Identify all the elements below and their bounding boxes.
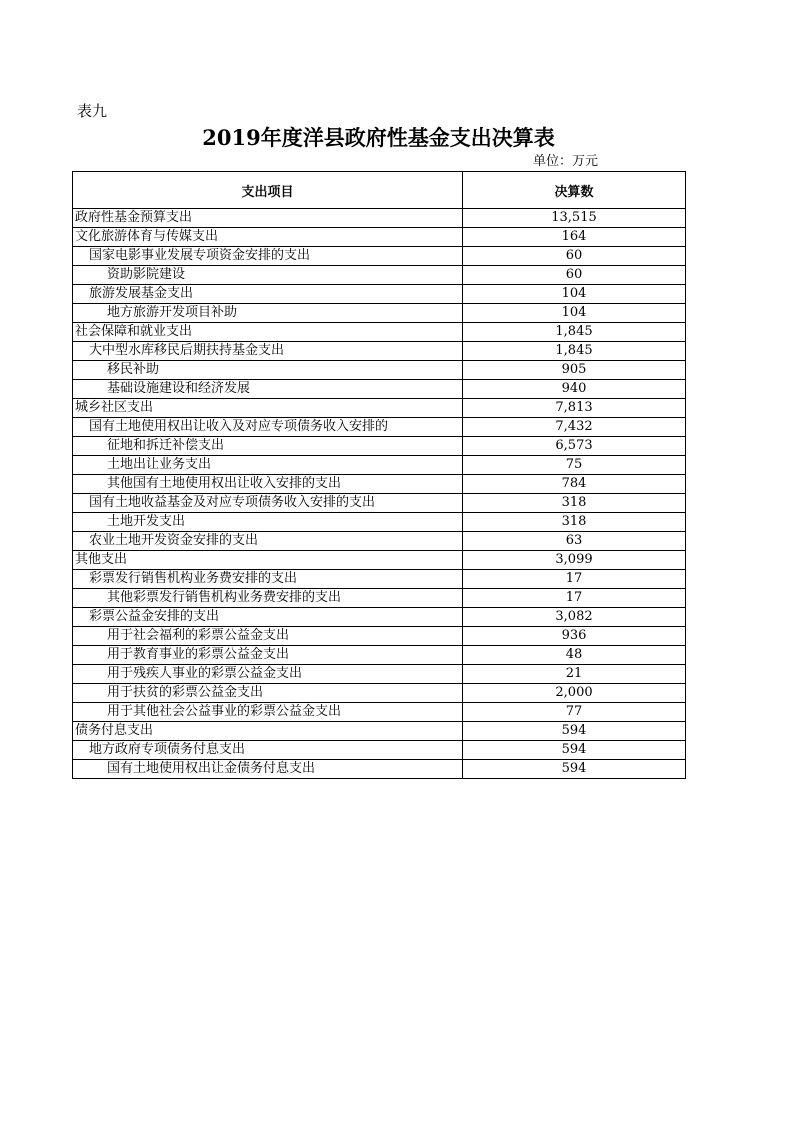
row-item-name: 债务付息支出 xyxy=(73,722,463,741)
table-row xyxy=(73,760,686,779)
table-label: 表九 xyxy=(77,102,108,120)
table-header-row xyxy=(73,172,686,209)
row-amount: 104 xyxy=(463,285,686,304)
row-item-name: 土地出让业务支出 xyxy=(73,456,463,475)
table-row xyxy=(73,722,686,741)
header-amount: 决算数 xyxy=(463,172,686,209)
table-row xyxy=(73,323,686,342)
table-row xyxy=(73,532,686,551)
row-amount: 1,845 xyxy=(463,323,686,342)
row-amount: 2,000 xyxy=(463,684,686,703)
row-item-name: 政府性基金预算支出 xyxy=(73,209,463,228)
row-item-name: 文化旅游体育与传媒支出 xyxy=(73,228,463,247)
row-amount: 594 xyxy=(463,722,686,741)
unit-label: 单位：万元 xyxy=(533,154,599,169)
row-item-name: 用于社会福利的彩票公益金支出 xyxy=(73,627,463,646)
table-row xyxy=(73,646,686,665)
row-amount: 7,813 xyxy=(463,399,686,418)
row-item-name: 其他国有土地使用权出让收入安排的支出 xyxy=(73,475,463,494)
table-row xyxy=(73,456,686,475)
row-amount: 104 xyxy=(463,304,686,323)
table-row xyxy=(73,418,686,437)
row-amount: 318 xyxy=(463,494,686,513)
row-amount: 1,845 xyxy=(463,342,686,361)
table-row xyxy=(73,209,686,228)
table-row xyxy=(73,551,686,570)
row-item-name: 地方政府专项债务付息支出 xyxy=(73,741,463,760)
row-amount: 6,573 xyxy=(463,437,686,456)
row-item-name: 征地和拆迁补偿支出 xyxy=(73,437,463,456)
row-item-name: 彩票发行销售机构业务费安排的支出 xyxy=(73,570,463,589)
table-row xyxy=(73,475,686,494)
row-amount: 940 xyxy=(463,380,686,399)
table-row xyxy=(73,247,686,266)
row-amount: 75 xyxy=(463,456,686,475)
row-amount: 3,099 xyxy=(463,551,686,570)
row-amount: 63 xyxy=(463,532,686,551)
row-amount: 594 xyxy=(463,741,686,760)
row-item-name: 国有土地使用权出让收入及对应专项债务收入安排的 xyxy=(73,418,463,437)
row-item-name: 资助影院建设 xyxy=(73,266,463,285)
document-title: 2019年度洋县政府性基金支出决算表 xyxy=(202,125,555,150)
row-amount: 60 xyxy=(463,247,686,266)
row-amount: 60 xyxy=(463,266,686,285)
table-row xyxy=(73,513,686,532)
row-amount: 318 xyxy=(463,513,686,532)
table-row xyxy=(73,684,686,703)
row-item-name: 旅游发展基金支出 xyxy=(73,285,463,304)
header-item: 支出项目 xyxy=(73,172,463,209)
table-row xyxy=(73,361,686,380)
table-row xyxy=(73,285,686,304)
row-amount: 905 xyxy=(463,361,686,380)
row-amount: 17 xyxy=(463,570,686,589)
row-item-name: 国有土地收益基金及对应专项债务收入安排的支出 xyxy=(73,494,463,513)
row-amount: 48 xyxy=(463,646,686,665)
row-amount: 77 xyxy=(463,703,686,722)
row-item-name: 用于残疾人事业的彩票公益金支出 xyxy=(73,665,463,684)
row-item-name: 城乡社区支出 xyxy=(73,399,463,418)
table-row xyxy=(73,703,686,722)
row-item-name: 国家电影事业发展专项资金安排的支出 xyxy=(73,247,463,266)
row-item-name: 基础设施建设和经济发展 xyxy=(73,380,463,399)
row-amount: 784 xyxy=(463,475,686,494)
table-row xyxy=(73,494,686,513)
table-row xyxy=(73,437,686,456)
table-body xyxy=(73,209,686,779)
table-row xyxy=(73,741,686,760)
table-row xyxy=(73,665,686,684)
table-row xyxy=(73,266,686,285)
table-row xyxy=(73,228,686,247)
row-amount: 7,432 xyxy=(463,418,686,437)
row-amount: 164 xyxy=(463,228,686,247)
row-amount: 17 xyxy=(463,589,686,608)
table-row xyxy=(73,304,686,323)
row-amount: 13,515 xyxy=(463,209,686,228)
table-row xyxy=(73,399,686,418)
row-item-name: 彩票公益金安排的支出 xyxy=(73,608,463,627)
row-amount: 3,082 xyxy=(463,608,686,627)
table-row xyxy=(73,627,686,646)
table-row xyxy=(73,570,686,589)
row-item-name: 地方旅游开发项目补助 xyxy=(73,304,463,323)
table-row xyxy=(73,380,686,399)
row-item-name: 国有土地使用权出让金债务付息支出 xyxy=(73,760,463,779)
row-item-name: 用于其他社会公益事业的彩票公益金支出 xyxy=(73,703,463,722)
row-item-name: 其他支出 xyxy=(73,551,463,570)
row-amount: 21 xyxy=(463,665,686,684)
row-item-name: 农业土地开发资金安排的支出 xyxy=(73,532,463,551)
row-item-name: 用于教育事业的彩票公益金支出 xyxy=(73,646,463,665)
table-row xyxy=(73,342,686,361)
table-row xyxy=(73,589,686,608)
row-item-name: 土地开发支出 xyxy=(73,513,463,532)
row-item-name: 其他彩票发行销售机构业务费安排的支出 xyxy=(73,589,463,608)
row-item-name: 社会保障和就业支出 xyxy=(73,323,463,342)
row-amount: 594 xyxy=(463,760,686,779)
table-row xyxy=(73,608,686,627)
row-item-name: 用于扶贫的彩票公益金支出 xyxy=(73,684,463,703)
expenditure-table xyxy=(72,171,686,779)
row-amount: 936 xyxy=(463,627,686,646)
row-item-name: 大中型水库移民后期扶持基金支出 xyxy=(73,342,463,361)
row-item-name: 移民补助 xyxy=(73,361,463,380)
